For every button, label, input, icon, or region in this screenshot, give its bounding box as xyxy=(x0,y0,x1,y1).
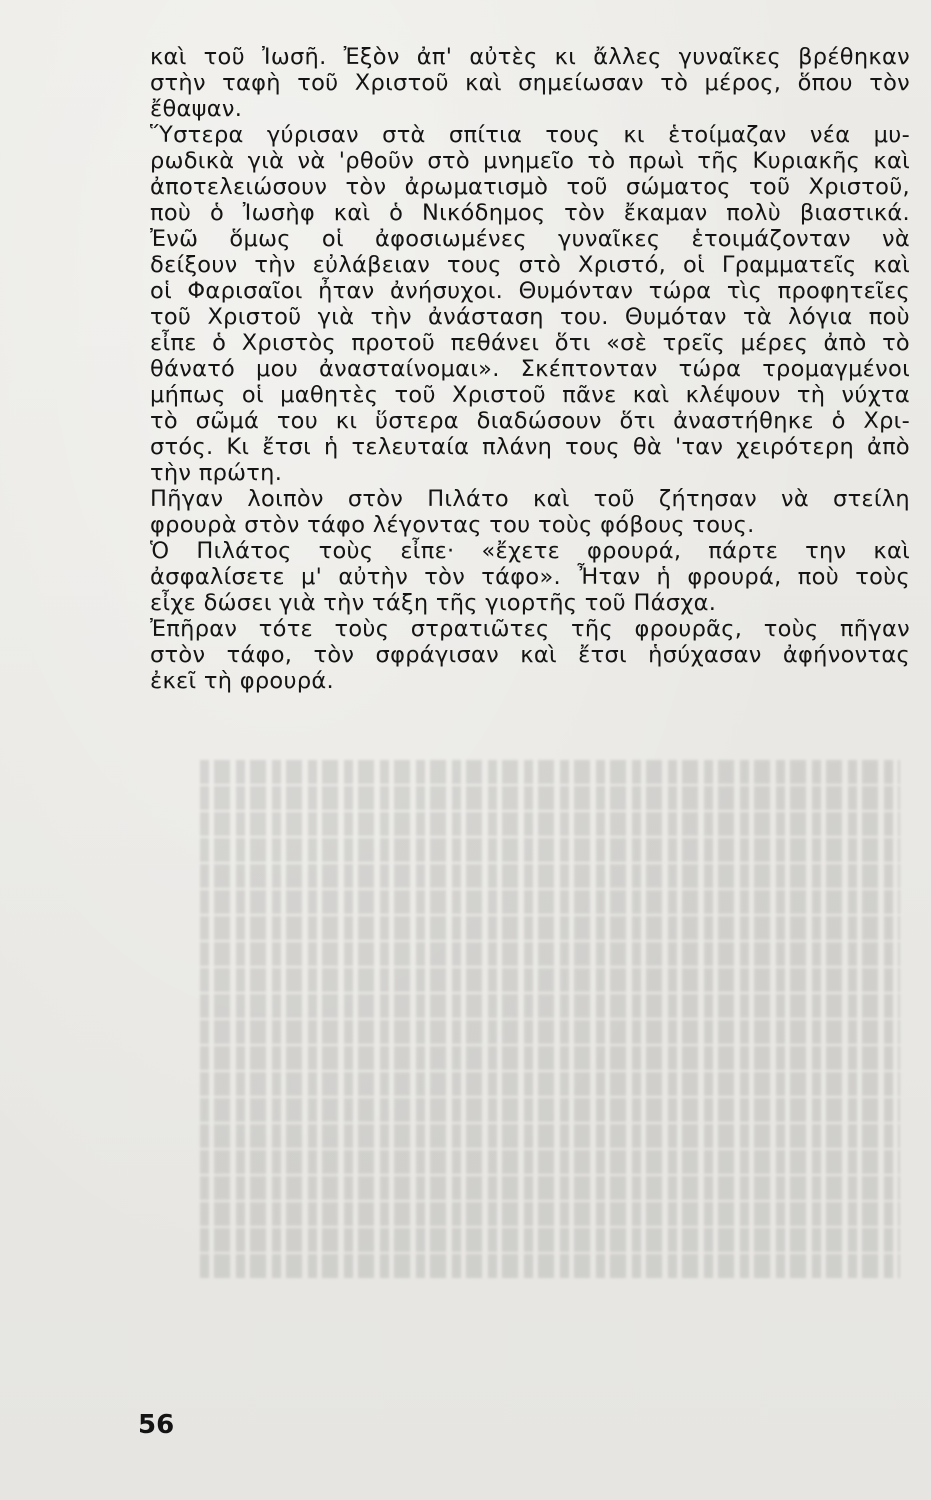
text-line: ποὺ ὁ Ἰωσὴφ καὶ ὁ Νικόδημος τὸν ἔκαμαν πολὺ βιαστικά. xyxy=(150,200,910,226)
body-text xyxy=(150,44,910,694)
text-line: ἔθαψαν. xyxy=(150,96,243,122)
text-line: Ὁ Πιλάτος τοὺς εἶπε· «ἔχετε φρουρά, πάρτε την καὶ xyxy=(150,538,910,564)
text-line: ἀποτελειώσουν τὸν ἀρωματισμὸ τοῦ σώματος τοῦ Χριστοῦ, xyxy=(150,174,910,200)
text-line: δείξουν τὴν εὐλάβειαν τους στὸ Χριστό, οἱ Γραμματεῖς καὶ xyxy=(150,252,910,278)
text-line: Ἐνῶ ὅμως οἱ ἀφοσιωμένες γυναῖκες ἑτοιμάζονταν νὰ xyxy=(150,226,910,252)
text-line: μήπως οἱ μαθητὲς τοῦ Χριστοῦ πᾶνε καὶ κλέψουν τὴ νύχτα xyxy=(150,382,910,408)
text-line: φρουρὰ στὸν τάφο λέγοντας του τοὺς φόβους τους. xyxy=(150,512,755,538)
text-line: στός. Κι ἔτσι ἡ τελευταία πλάνη τους θὰ 'ταν χειρότερη ἀπὸ xyxy=(150,434,910,460)
text-line: ρωδικὰ γιὰ νὰ 'ρθοῦν στὸ μνημεῖο τὸ πρωὶ τῆς Κυριακῆς καὶ xyxy=(150,148,910,174)
text-line: τὴν πρώτη. xyxy=(150,460,283,486)
text-line: τοῦ Χριστοῦ γιὰ τὴν ἀνάσταση του. Θυμόταν τὰ λόγια ποὺ xyxy=(150,304,910,330)
text-line: Πῆγαν λοιπὸν στὸν Πιλάτο καὶ τοῦ ζήτησαν νὰ στείλη xyxy=(150,486,910,512)
text-line: οἱ Φαρισαῖοι ἦταν ἀνήσυχοι. Θυμόνταν τώρα τὶς προφητεῖες xyxy=(150,278,910,304)
text-line: εἶχε δώσει γιὰ τὴν τάξη τῆς γιορτῆς τοῦ Πάσχα. xyxy=(150,590,717,616)
text-line: ἐκεῖ τὴ φρουρά. xyxy=(150,668,334,694)
text-line: Ὕστερα γύρισαν στὰ σπίτια τους κι ἑτοίμαζαν νέα μυ- xyxy=(150,122,910,148)
show-through-text xyxy=(200,760,900,1280)
text-line: ἀσφαλίσετε μ' αὐτὴν τὸν τάφο». Ἦταν ἡ φρουρά, ποὺ τοὺς xyxy=(150,564,910,590)
text-line: θάνατό μου ἀνασταίνομαι». Σκέπτονταν τώρα τρομαγμένοι xyxy=(150,356,910,382)
text-line: Ἐπῆραν τότε τοὺς στρατιῶτες τῆς φρουρᾶς, τοὺς πῆγαν xyxy=(150,616,910,642)
page-number: 56 xyxy=(138,1410,175,1440)
text-line: στὴν ταφὴ τοῦ Χριστοῦ καὶ σημείωσαν τὸ μέρος, ὅπου τὸν xyxy=(150,70,910,96)
text-line: τὸ σῶμά του κι ὕστερα διαδώσουν ὅτι ἀναστήθηκε ὁ Χρι- xyxy=(150,408,910,434)
text-line: εἶπε ὁ Χριστὸς προτοῦ πεθάνει ὅτι «σὲ τρεῖς μέρες ἀπὸ τὸ xyxy=(150,330,910,356)
text-line: στὸν τάφο, τὸν σφράγισαν καὶ ἔτσι ἡσύχασαν ἀφήνοντας xyxy=(150,642,910,668)
text-line: καὶ τοῦ Ἰωσῆ. Ἐξὸν ἀπ' αὐτὲς κι ἄλλες γυναῖκες βρέθηκαν xyxy=(150,44,910,70)
